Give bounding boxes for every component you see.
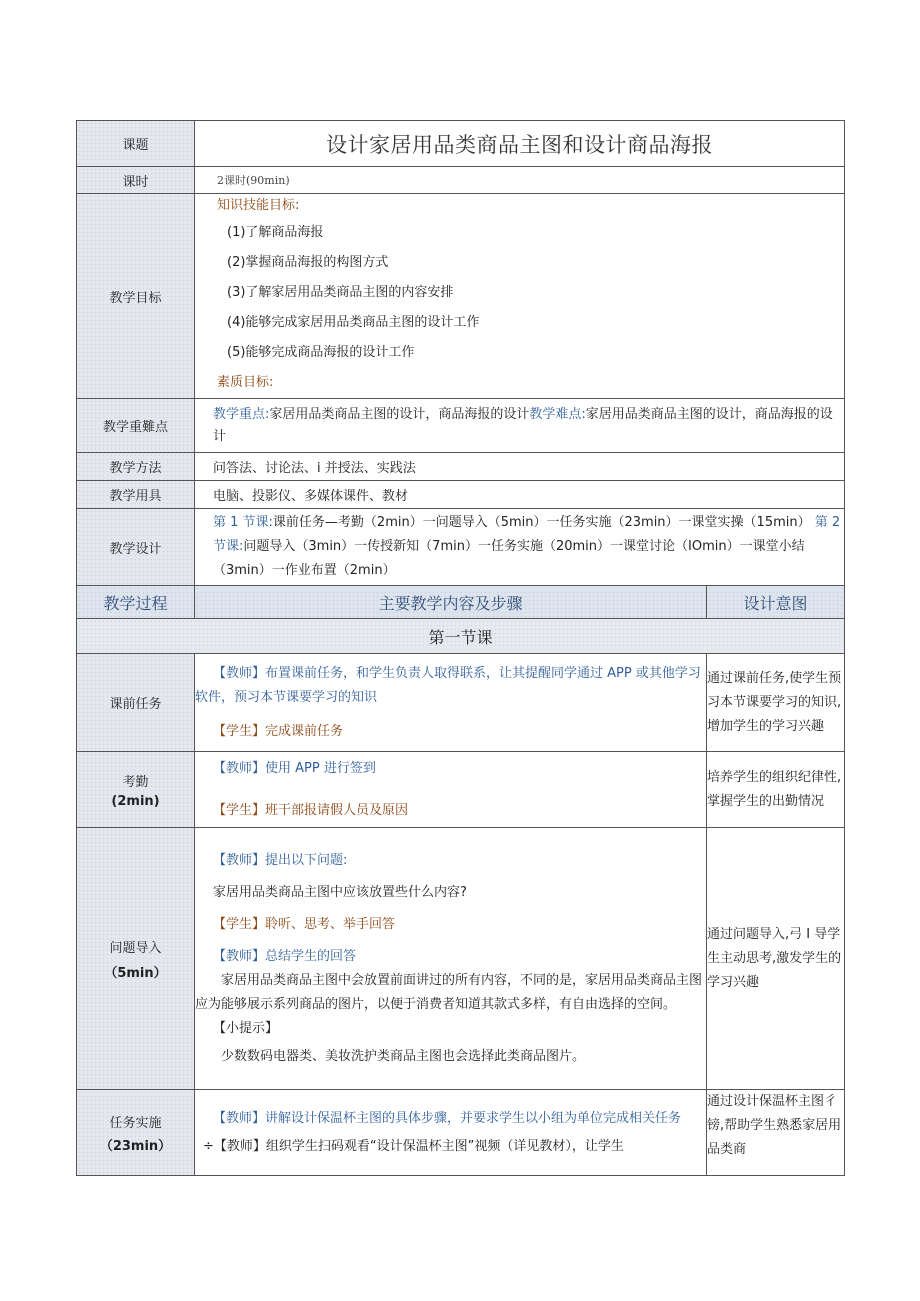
row-intent: 通过课前任务,使学生预习本节课要学习的知识,增加学生的学习兴趣 [707,654,845,752]
objective-4: (4)能够完成家居用品类商品主图的设计工作 [227,315,480,330]
objective-3: (3)了解家居用品类商品主图的内容安排 [227,285,454,300]
col-content: 主要教学内容及步骤 [195,586,707,619]
section-row [77,619,845,654]
teacher-tag: 【教师】 [213,1110,266,1126]
student-text: 完成课前任务 [265,723,344,739]
row-content [195,752,707,828]
teacher2-tag: 【教师】 [213,1138,266,1154]
design-label: 教学设计 [77,509,195,586]
question-text: 家居用品类商品主图中应该放置些什么内容? [213,884,467,900]
design-s1-text: 课前任务—考勤（2min）一问题导入（5min）一任务实施（23min）一课堂实操（15min） [272,515,811,530]
knowledge-heading: 知识技能目标: [217,198,300,213]
hours-row [77,167,845,194]
objectives-row [77,194,845,399]
row-label [77,752,195,828]
teacher2-prefix: ÷ [203,1138,214,1154]
row-time: (2min) [111,793,160,809]
process-header-row [77,586,845,619]
row-label-text: 课前任务 [109,697,162,712]
table-row [77,1090,845,1176]
objectives-cell [195,194,845,399]
tools-label: 教学用具 [77,481,195,509]
hours-label: 课时 [77,167,195,194]
teacher2-tag: 【教师】 [213,948,266,964]
row-intent: 通过设计保温杯主图彳镑,帮助学生熟悉家居用品类商 [707,1090,845,1176]
difficult-label: 教学难点: [529,406,586,422]
objectives-label: 教学目标 [77,194,195,399]
topic-title: 设计家居用品类商品主图和设计商品海报 [195,121,845,167]
process-table [76,585,845,1176]
difficult-text: 家居用品类商品主图的设计，商品海报的设计 [213,406,833,444]
teacher-text: 提出以下问题: [265,852,348,868]
row-content [195,828,707,1090]
lesson-info-table [76,120,845,586]
row-time: （23min） [99,1138,172,1154]
row-content [195,1090,707,1176]
objective-1: (1)了解商品海报 [227,225,324,240]
row-label [77,1090,195,1176]
teacher-tag: 【教师】 [213,665,266,681]
student-tag: 【学生】 [213,916,266,932]
answer-text: 家居用品类商品主图中会放置前面讲过的所有内容，不同的是，家居用品类商品主图应为能够展示系列商品的图片，以便于消费者知道其款式多样，有自由选择的空间。 [195,972,703,1012]
topic-row [77,121,845,167]
methods-value: 问答法、讨论法、i 并授法、实践法 [195,453,845,481]
keypoints-label: 教学重難点 [77,399,195,453]
col-intent: 设计意图 [707,586,845,619]
teacher2-text: 总结学生的回答 [265,948,357,964]
student-text: 班干部报请假人员及原因 [265,802,409,818]
design-cell [195,509,845,586]
teacher-text: 讲解设计保温杯主图的具体步骤，并要求学生以小组为单位完成相关任务 [265,1110,682,1126]
teacher-tag: 【教师】 [213,852,266,868]
teacher-tag: 【教师】 [213,760,266,776]
design-s2-text: 问题导入（3min）一传授新知（7min）一任务实施（20min）一课堂讨论（IOmin）一课堂小结（3min）一作业布置（2min） [213,539,805,578]
row-label-text: 考勤 [122,774,149,790]
section-title: 第一节课 [77,619,845,654]
row-label [77,828,195,1090]
row-label-text: 任务实施 [109,1115,162,1131]
objective-2: (2)掌握商品海报的构图方式 [227,255,389,270]
tools-value: 电脑、投影仪、多媒体课件、教材 [195,481,845,509]
table-row [77,752,845,828]
row-time: （5min） [104,965,167,981]
keypoints-row [77,399,845,453]
row-label-text: 问题导入 [109,940,162,956]
teacher-text: 布置课前任务，和学生负责人取得联系，让其提醒同学通过 APP 或其他学习软件，预习本节课要学习的知识 [195,665,701,705]
quality-heading: 素质目标: [217,375,274,390]
keypoints-cell [195,399,845,453]
table-row [77,654,845,752]
col-process: 教学过程 [77,586,195,619]
key-text: 家居用品类商品主图的设计，商品海报的设计 [269,406,530,422]
design-s2-label: 第 2 节课: [213,515,841,554]
tools-row [77,481,845,509]
objective-5: (5)能够完成商品海报的设计工作 [227,345,415,360]
row-intent: 培养学生的组织纪律性,掌握学生的出勤情况 [707,752,845,828]
design-row [77,509,845,586]
design-s1-label: 第 1 节课: [213,515,273,530]
row-intent: 通过问题导入,弓 I 导学生主动思考,激发学生的学习兴趣 [707,828,845,1090]
tip-text: 少数数码电器类、美妆洗护类商品主图也会选择此类商品图片。 [221,1048,586,1064]
row-content [195,654,707,752]
hours-value: 2课时(90min) [195,167,845,194]
row-label [77,654,195,752]
student-tag: 【学生】 [213,723,266,739]
lesson-plan-page [76,120,844,1176]
teacher-text: 使用 APP 进行签到 [265,760,376,776]
student-text: 聆听、思考、举手回答 [265,916,396,932]
tip-heading: 【小提示】 [213,1020,279,1036]
teacher2-text: 组织学生扫码观看“设计保温杯主图”视频（详见教材），让学生 [265,1138,624,1154]
table-row [77,828,845,1090]
key-label: 教学重点: [213,406,270,422]
methods-label: 教学方法 [77,453,195,481]
topic-label: 课题 [77,121,195,167]
methods-row [77,453,845,481]
student-tag: 【学生】 [213,802,266,818]
